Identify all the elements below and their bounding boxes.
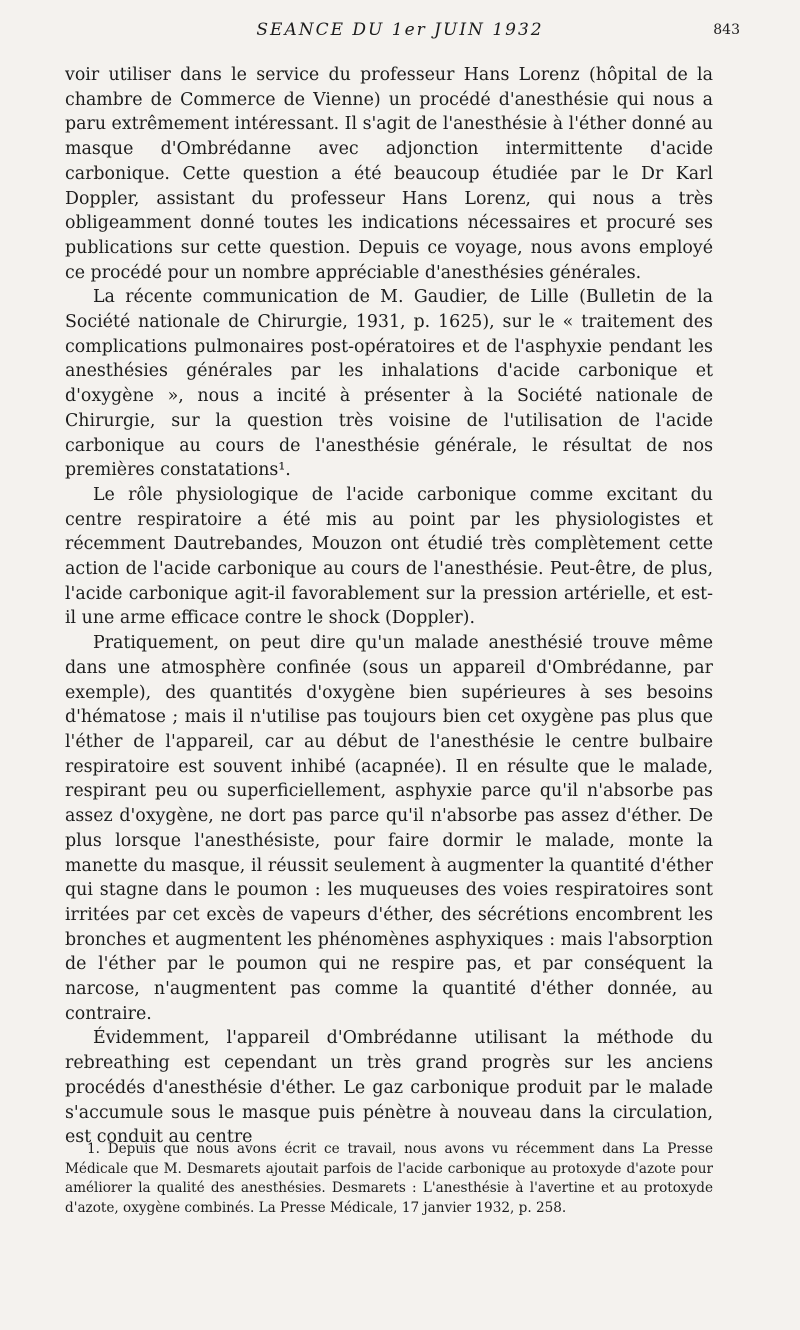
paragraph-4: Pratiquement, on peut dire qu'un malade anesthésié trouve même dans une atmosphère confinée (sous un appareil d'Ombrédanne, par exemple), des quantités d'oxygène bien supérieures à ses besoins d'hématose ; mais il n'utilise pas toujours bien cet oxygène pas plus que l'éther de l'appareil, car au début de l'anesthésie le centre bulbaire respiratoire est souvent inhibé (acapnée). Il en résulte que le malade, respirant peu ou superficiellement, asphyxie parce qu'il n'absorbe pas assez d'oxygène, ne dort pas parce qu'il n'absorbe pas assez d'éther. De plus lorsque l'anesthésiste, pour faire dormir le malade, monte la manette du masque, il réussit seulement à augmenter la quantité d'éther qui stagne dans le poumon : les muqueuses des voies respiratoires sont irritées par cet excès de vapeurs d'éther, des sécrétions encombrent les bronches et augmentent les phénomènes asphyxiques : mais l'absorption de l'éther par le poumon qui ne respire pas, et par conséquent la narcose, n'augmentent pas comme la quantité d'éther donnée, au contraire.	[65, 633, 713, 1024]
paragraph-5: Évidemment, l'appareil d'Ombrédanne utilisant la méthode du rebreathing est cependant un très grand progrès sur les anciens procédés d'anesthésie d'éther. Le gaz carbonique produit par le malade s'accumule sous le masque puis pénètre à nouveau dans la circulation, est conduit au centre	[65, 1028, 713, 1148]
footnote: 1. Depuis que nous avons écrit ce travail, nous avons vu récemment dans La Presse Médicale que M. Desmarets ajoutait parfois de l'acide carbonique au protoxyde d'azote pour améliorer la qualité des anesthésies. Desmarets : L'anesthésie à l'avertine et au protoxyde d'azote, oxygène combinés. La Presse Médicale, 17 janvier 1932, p. 258.	[65, 1141, 713, 1216]
header-title: SEANCE DU 1er JUIN 1932	[256, 20, 544, 40]
paragraph-2: La récente communication de M. Gaudier, de Lille (Bulletin de la Société nationale de Chirurgie, 1931, p. 1625), sur le « traitement des complications pulmonaires post-opératoires et de l'asphyxie pendant les anesthésies générales par les inhalations d'acide carbonique et d'oxygène », nous a incité à présenter à la Société nationale de Chirurgie, sur la question très voisine de l'utilisation de l'acide carbonique au cours de l'anesthésie générale, le résultat de nos premières constatations¹.	[65, 287, 713, 481]
paragraph-1: voir utiliser dans le service du professeur Hans Lorenz (hôpital de la chambre de Commerce de Vienne) un procédé d'anesthésie qui nous a paru extrêmement intéressant. Il s'agit de l'anesthésie à l'éther donné au masque d'Ombrédanne avec adjonction intermittente d'acide carbonique. Cette question a été beaucoup étudiée par le Dr Karl Doppler, assistant du professeur Hans Lorenz, qui nous a très obligeamment donné toutes les indications nécessaires et procuré ses publications sur cette question. Depuis ce voyage, nous avons employé ce procédé pour un nombre appréciable d'anesthésies générales.	[65, 65, 713, 283]
body-text	[65, 63, 713, 1150]
paragraph-3: Le rôle physiologique de l'acide carbonique comme excitant du centre respiratoire a été mis au point par les physiologistes et récemment Dautrebandes, Mouzon ont étudié très complètement cette action de l'acide carbonique au cours de l'anesthésie. Peut-être, de plus, l'acide carbonique agit-il favorablement sur la pression artérielle, et est-il une arme efficace contre le shock (Doppler).	[65, 484, 713, 629]
page-number: 843	[713, 22, 740, 38]
running-header	[60, 20, 740, 46]
